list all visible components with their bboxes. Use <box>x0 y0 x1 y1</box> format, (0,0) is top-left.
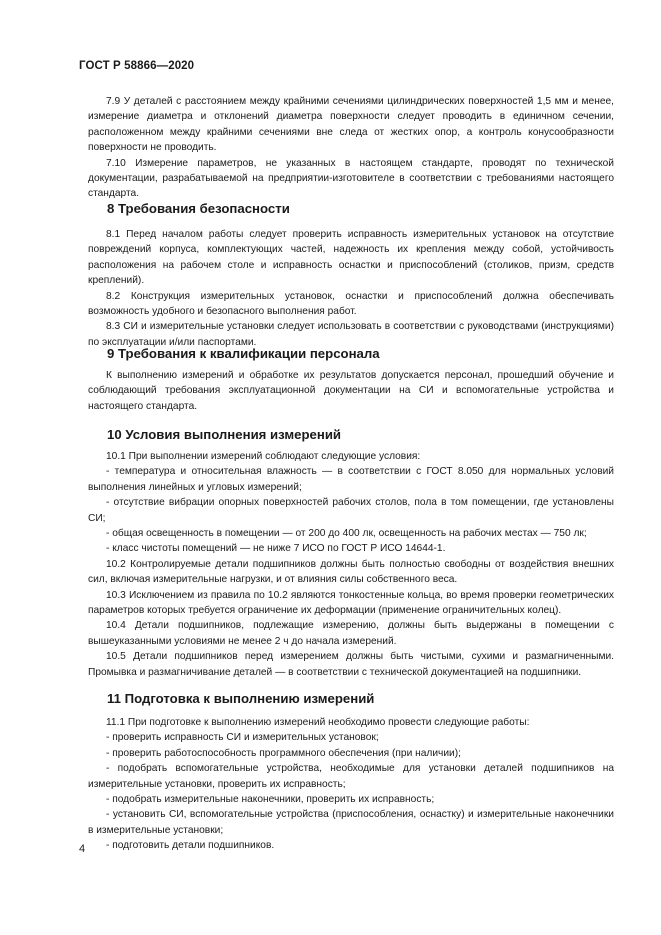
page-number: 4 <box>79 843 86 855</box>
paragraph-10-4: 10.4 Детали подшипников, подлежащие измерению, должны быть выдержаны в помещении с вышеуказанными условиями не менее 2 ч до начала измерений. <box>88 620 614 647</box>
paragraph-11-1: 11.1 При подготовке к выполнению измерений необходимо провести следующие работы: <box>106 717 530 728</box>
document-header: ГОСТ Р 58866—2020 <box>79 60 195 72</box>
paragraph-8-1: 8.1 Перед началом работы следует проверить исправность измерительных установок на отсутствие повреждений корпуса, комплектующих частей, надежность их крепления между собой, устойчивость расположения на рабочем столе и исправность оснастки и приспособлений (столиков, призм, средств креплений). <box>88 229 614 287</box>
section-11-body <box>88 715 614 854</box>
list-item: - подобрать вспомогательные устройства, необходимые для установки деталей подшипников на измерительные установки, проверить их исправность; <box>88 763 614 790</box>
paragraph-8-2: 8.2 Конструкция измерительных установок, оснастки и приспособлений должна обеспечивать возможность удобного и безопасного выполнения работ. <box>88 290 614 318</box>
paragraph-10-5: 10.5 Детали подшипников перед измерением должны быть чистыми, сухими и размагниченными. Промывка и размагничивание деталей — в соответствии с технической документацией на подшипники. <box>88 651 614 678</box>
list-item: - проверить исправность СИ и измерительных установок; <box>106 732 379 744</box>
section-9-title: 9 Требования к квалификации персонала <box>107 346 380 361</box>
list-item: - общая освещенность в помещении — от 200 до 400 лк, освещенность на рабочих местах — 750 лк; <box>106 528 587 540</box>
section-9-body <box>88 368 614 414</box>
list-item: - класс чистоты помещений — не ниже 7 ИСО по ГОСТ Р ИСО 14644-1. <box>106 543 446 555</box>
paragraph-7-10: 7.10 Измерение параметров, не указанных в настоящем стандарте, проводят по технической документации, разрабатываемой на предприятии-изготовителе в соответствии с требованиями настоящего стандарта. <box>88 157 614 200</box>
list-item: - установить СИ, вспомогательные устройства (приспособления, оснастку) и измерительные наконечники в измерительные установки; <box>88 809 614 836</box>
section-8-title: 8 Требования безопасности <box>107 201 290 216</box>
section-11-title: 11 Подготовка к выполнению измерений <box>107 691 375 706</box>
paragraph-10-2: 10.2 Контролируемые детали подшипников должны быть полностью свободны от воздействия внешних сил, включая измерительные нагрузки, и от влияния силы собственного веса. <box>88 558 614 586</box>
list-item: - подобрать измерительные наконечники, проверить их исправность; <box>106 794 435 806</box>
list-item: - подготовить детали подшипников. <box>106 840 275 852</box>
paragraph-10-1: 10.1 При выполнении измерений соблюдают следующие условия: <box>106 451 421 462</box>
section-7-body <box>88 94 614 202</box>
paragraph-9-1: К выполнению измерений и обработке их результатов допускается персонал, прошедший обучение и соблюдающий требования эксплуатационной документации на СИ и вспомогательные устройства и настоящего стандарта. <box>88 370 614 412</box>
list-item: - проверить работоспособность программного обеспечения (при наличии); <box>106 747 461 759</box>
section-10-title: 10 Условия выполнения измерений <box>107 427 342 442</box>
list-item: - отсутствие вибрации опорных поверхностей рабочих столов, пола в том помещении, где установлены СИ; <box>88 497 614 524</box>
paragraph-7-9: 7.9 У деталей с расстоянием между крайними сечениями цилиндрических поверхностей 1,5 мм и менее, измерение диаметра и отклонений диаметра поверхности следует проводить в единичном сечении, расположенном между крайними сечениями вне следа от жестких опор, а контроль конусообразности поверхности не проводить. <box>88 96 614 154</box>
paragraph-10-3: 10.3 Исключением из правила по 10.2 являются тонкостенные кольца, во время проверки геометрических параметров которых требуется ограничение их деформации (применение ограничительных колец). <box>88 589 614 617</box>
section-10-body <box>88 449 614 680</box>
list-item: - температура и относительная влажность — в соответствии с ГОСТ 8.050 для нормальных условий выполнения линейных и угловых измерений; <box>88 466 614 493</box>
section-8-body <box>88 227 614 350</box>
paragraph-8-3: 8.3 СИ и измерительные установки следует использовать в соответствии с руководствами (инструкциями) по эксплуатации и/или паспортами. <box>88 321 614 348</box>
